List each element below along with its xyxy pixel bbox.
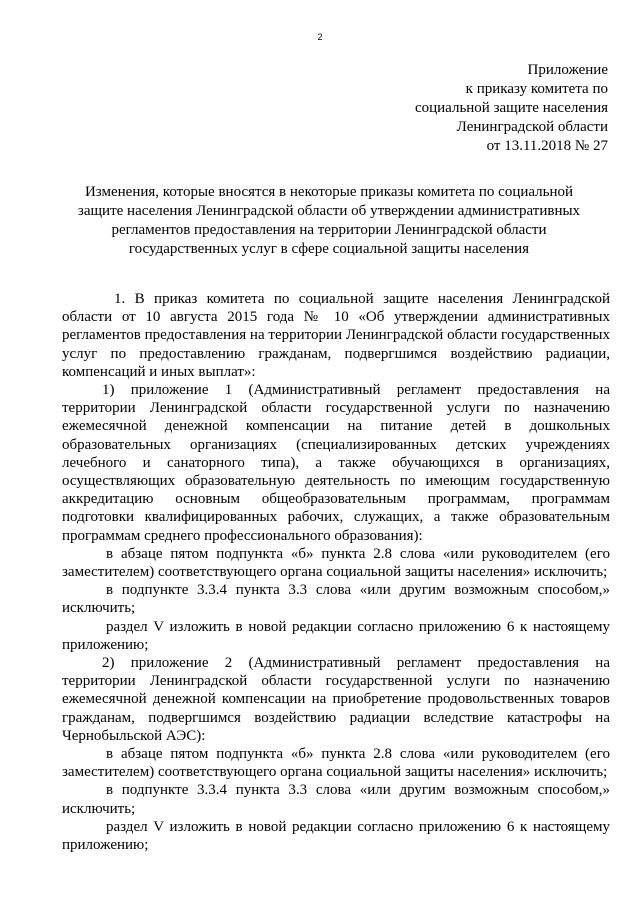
appendix-line: к приказу комитета по [465, 81, 608, 97]
appendix-date-number: от 13.11.2018 № 27 [486, 138, 608, 154]
appendix-line: Приложение [527, 62, 608, 78]
paragraph-item-1: 1. В приказ комитета по социальной защите населения Ленинградской области от 10 августа 2015 года № 10 «Об утверждении административных регламентов предоставления на территории Ленинградской области государственных услуг по предоставлению гражданам, подвергшимся воздействию радиации, компенсаций и иных выплат»: [62, 291, 610, 380]
paragraph: раздел V изложить в новой редакции согласно приложению 6 к настоящему приложению; [62, 618, 610, 653]
page-number: 2 [317, 32, 323, 42]
title-line: защите населения Ленинградской области об утверждении административных [77, 203, 581, 219]
appendix-line: социальной защите населения [414, 100, 608, 116]
title-line: Изменения, которые вносятся в некоторые приказы комитета по социальной [84, 184, 574, 200]
paragraph: в абзаце пятом подпункта «б» пункта 2.8 слова «или руководителем (его заместителем) соответствующего органа социальной защиты населения» исключить; [62, 545, 610, 581]
appendix-header [368, 61, 608, 156]
title-line: регламентов предоставления на территории Ленинградской области [111, 222, 547, 238]
paragraph: в подпункте 3.3.4 пункта 3.3 слова «или другим возможным способом,» исключить; [62, 782, 610, 817]
document-body [62, 290, 610, 854]
paragraph: в абзаце пятом подпункта «б» пункта 2.8 слова «или руководителем (его заместителем) соответствующего органа социальной защиты населения» исключить; [62, 746, 610, 781]
paragraph-appendix-2: 2) приложение 2 (Административный регламент предоставления на территории Ленинградской области государственной услуги по назначению ежемесячной денежной компенсации на приобретение продовольственных товаров гражданам, подвергшимся воздействию радиации вследствие катастрофы на Чернобыльской АЭС): [62, 655, 610, 744]
paragraph-appendix-1: 1) приложение 1 (Административный регламент предоставления на территории Ленинградской области государственной услуги по назначению ежемесячной денежной компенсации на питание детей в дошкольных образовательных организациях (специализированных детских учреждениях лечебного и санаторного типа), а также обучающихся в организациях, осуществляющих образовательную деятельность по имеющим государственную аккредитацию основным общеобразовательным программам, программам подготовки квалифицированных рабочих, служащих, а также образовательным программам среднего профессионального образования): [62, 382, 610, 544]
paragraph: в подпункте 3.3.4 пункта 3.3 слова «или другим возможным способом,» исключить; [62, 582, 610, 617]
document-title [60, 183, 598, 259]
title-line: государственных услуг в сфере социальной защиты населения [128, 241, 530, 257]
paragraph: раздел V изложить в новой редакции согласно приложению 6 к настоящему приложению; [62, 818, 610, 854]
appendix-line: Ленинградской области [456, 119, 608, 135]
